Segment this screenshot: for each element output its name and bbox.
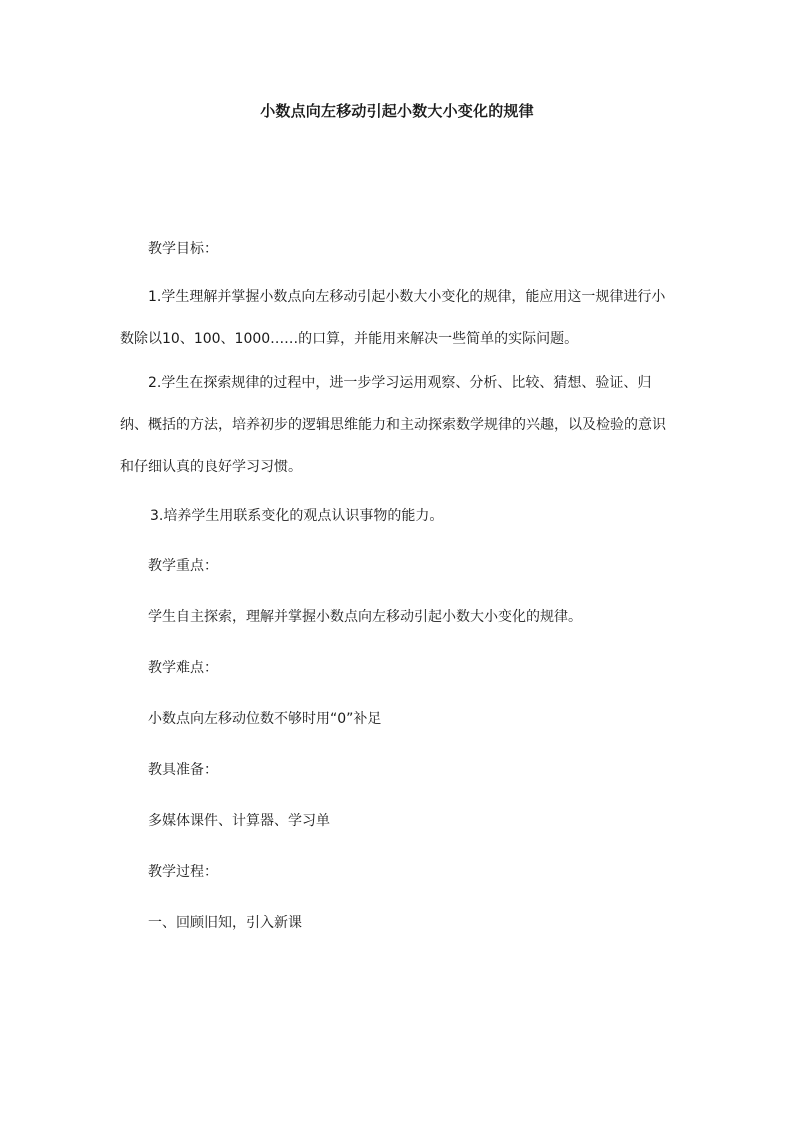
goal-3-paragraph: 3.培养学生用联系变化的观点认识事物的能力。 [150,508,444,524]
tools-heading: 教具准备： [148,762,218,778]
difficulty-heading: 教学难点： [148,660,218,676]
tools-text: 多媒体课件、计算器、学习单 [148,813,330,829]
goal-2-paragraph: 2.学生在探索规律的过程中，进一步学习运用观察、分析、比较、猜想、验证、归纳、概括的方法，培养初步的逻辑思维能力和主动探索数学规律的兴趣，以及检验的意识和仔细认真的良好学习习惯。 [120,375,666,475]
goal-1-paragraph: 1.学生理解并掌握小数点向左移动引起小数大小变化的规律，能应用这一规律进行小数除以10、100、1000……的口算，并能用来解决一些简单的实际问题。 [120,289,666,347]
process-step-1: 一、回顾旧知，引入新课 [148,915,302,931]
process-heading: 教学过程： [148,864,218,880]
document-title: 小数点向左移动引起小数大小变化的规律 [260,102,534,120]
key-points-heading: 教学重点： [148,558,218,574]
difficulty-text: 小数点向左移动位数不够时用“0”补足 [148,711,382,727]
key-points-text: 学生自主探索，理解并掌握小数点向左移动引起小数大小变化的规律。 [148,609,582,625]
goals-heading: 教学目标： [148,241,218,257]
